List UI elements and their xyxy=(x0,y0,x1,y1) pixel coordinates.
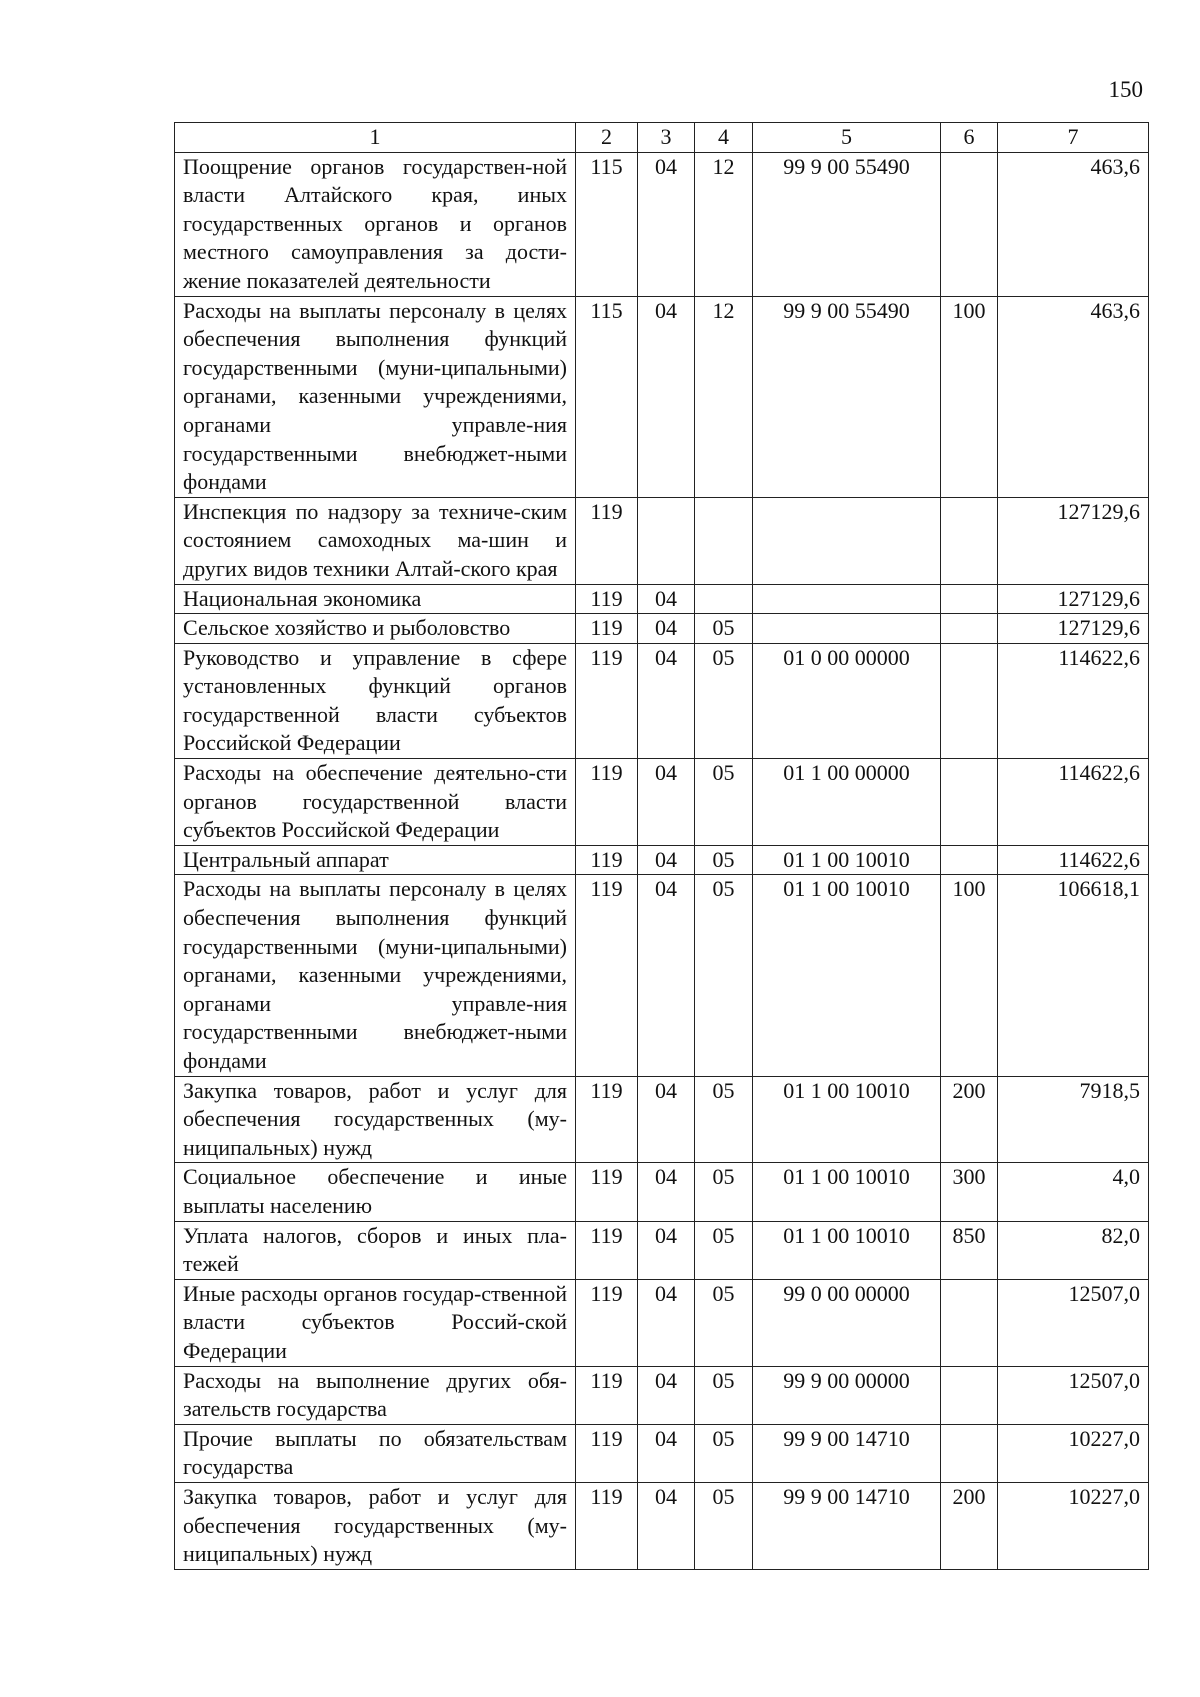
row-subsection-cell: 05 xyxy=(695,1482,753,1569)
row-target-cell: 99 9 00 14710 xyxy=(753,1424,941,1482)
row-target-cell xyxy=(753,614,941,644)
table-row xyxy=(175,497,1149,584)
row-type-cell: 100 xyxy=(941,875,998,1076)
row-amount-cell: 463,6 xyxy=(998,152,1149,296)
row-amount-cell: 127129,6 xyxy=(998,614,1149,644)
table-row xyxy=(175,845,1149,875)
row-target-cell: 99 9 00 14710 xyxy=(753,1482,941,1569)
column-header: 3 xyxy=(638,123,695,153)
row-section-cell: 04 xyxy=(638,1163,695,1221)
row-amount-cell: 106618,1 xyxy=(998,875,1149,1076)
row-subsection-cell: 05 xyxy=(695,875,753,1076)
row-ministry-cell: 119 xyxy=(576,643,638,758)
column-header: 4 xyxy=(695,123,753,153)
row-target-cell: 99 9 00 55490 xyxy=(753,296,941,497)
row-type-cell: 300 xyxy=(941,1163,998,1221)
row-type-cell xyxy=(941,1366,998,1424)
row-type-cell: 100 xyxy=(941,296,998,497)
row-type-cell xyxy=(941,643,998,758)
row-target-cell: 01 1 00 10010 xyxy=(753,875,941,1076)
row-type-cell: 200 xyxy=(941,1482,998,1569)
row-target-cell: 01 1 00 10010 xyxy=(753,845,941,875)
row-section-cell: 04 xyxy=(638,1279,695,1366)
row-name-cell: Социальное обеспечение и иные выплаты населению xyxy=(175,1163,576,1221)
row-name-cell: Расходы на выполнение других обя-зательств государства xyxy=(175,1366,576,1424)
row-target-cell: 01 0 00 00000 xyxy=(753,643,941,758)
row-type-cell xyxy=(941,845,998,875)
row-type-cell xyxy=(941,759,998,846)
row-amount-cell: 12507,0 xyxy=(998,1366,1149,1424)
row-amount-cell: 127129,6 xyxy=(998,497,1149,584)
row-section-cell: 04 xyxy=(638,759,695,846)
table-row xyxy=(175,1424,1149,1482)
row-amount-cell: 82,0 xyxy=(998,1221,1149,1279)
row-ministry-cell: 119 xyxy=(576,1482,638,1569)
row-section-cell: 04 xyxy=(638,1424,695,1482)
table-row xyxy=(175,759,1149,846)
row-section-cell: 04 xyxy=(638,1221,695,1279)
column-header: 5 xyxy=(753,123,941,153)
row-subsection-cell: 05 xyxy=(695,1424,753,1482)
row-ministry-cell: 119 xyxy=(576,759,638,846)
row-ministry-cell: 119 xyxy=(576,875,638,1076)
row-section-cell: 04 xyxy=(638,845,695,875)
row-target-cell: 01 1 00 00000 xyxy=(753,759,941,846)
row-target-cell: 01 1 00 10010 xyxy=(753,1221,941,1279)
row-section-cell: 04 xyxy=(638,875,695,1076)
row-type-cell xyxy=(941,584,998,614)
row-ministry-cell: 119 xyxy=(576,1163,638,1221)
row-target-cell: 99 9 00 55490 xyxy=(753,152,941,296)
row-name-cell: Центральный аппарат xyxy=(175,845,576,875)
row-name-cell: Расходы на выплаты персоналу в целях обеспечения выполнения функций государственными (муни-ципальными) органами, казенными учреждениями, органами управле-ния государственными внебюджет-ными фондами xyxy=(175,296,576,497)
table-row xyxy=(175,875,1149,1076)
row-target-cell: 99 0 00 00000 xyxy=(753,1279,941,1366)
row-target-cell: 01 1 00 10010 xyxy=(753,1076,941,1163)
row-amount-cell: 114622,6 xyxy=(998,643,1149,758)
row-ministry-cell: 119 xyxy=(576,1221,638,1279)
row-subsection-cell: 05 xyxy=(695,643,753,758)
row-subsection-cell: 05 xyxy=(695,1366,753,1424)
column-header: 2 xyxy=(576,123,638,153)
row-subsection-cell: 05 xyxy=(695,1076,753,1163)
row-type-cell xyxy=(941,1279,998,1366)
row-type-cell xyxy=(941,1424,998,1482)
row-type-cell: 850 xyxy=(941,1221,998,1279)
row-subsection-cell: 05 xyxy=(695,614,753,644)
row-subsection-cell xyxy=(695,497,753,584)
row-name-cell: Национальная экономика xyxy=(175,584,576,614)
table-row xyxy=(175,614,1149,644)
table-row xyxy=(175,584,1149,614)
row-name-cell: Руководство и управление в сфере установленных функций органов государственной власти субъектов Российской Федерации xyxy=(175,643,576,758)
row-section-cell: 04 xyxy=(638,296,695,497)
row-amount-cell: 10227,0 xyxy=(998,1424,1149,1482)
row-ministry-cell: 119 xyxy=(576,1279,638,1366)
row-subsection-cell: 12 xyxy=(695,152,753,296)
row-section-cell: 04 xyxy=(638,1482,695,1569)
row-section-cell: 04 xyxy=(638,584,695,614)
row-name-cell: Инспекция по надзору за техниче-ским состоянием самоходных ма-шин и других видов техники Алтай-ского края xyxy=(175,497,576,584)
row-subsection-cell: 12 xyxy=(695,296,753,497)
row-subsection-cell: 05 xyxy=(695,845,753,875)
row-section-cell: 04 xyxy=(638,152,695,296)
row-section-cell: 04 xyxy=(638,643,695,758)
table-header-row xyxy=(175,123,1149,153)
table-row xyxy=(175,296,1149,497)
row-ministry-cell: 119 xyxy=(576,845,638,875)
table-row xyxy=(175,1221,1149,1279)
row-type-cell xyxy=(941,152,998,296)
table-row xyxy=(175,152,1149,296)
row-ministry-cell: 115 xyxy=(576,152,638,296)
table-row xyxy=(175,1076,1149,1163)
row-name-cell: Закупка товаров, работ и услуг для обеспечения государственных (му-ниципальных) нужд xyxy=(175,1482,576,1569)
row-amount-cell: 7918,5 xyxy=(998,1076,1149,1163)
row-target-cell xyxy=(753,497,941,584)
page-number: 150 xyxy=(1108,77,1143,102)
row-amount-cell: 12507,0 xyxy=(998,1279,1149,1366)
column-header: 7 xyxy=(998,123,1149,153)
table-row xyxy=(175,643,1149,758)
row-subsection-cell xyxy=(695,584,753,614)
table-row xyxy=(175,1279,1149,1366)
column-header: 1 xyxy=(175,123,576,153)
row-amount-cell: 127129,6 xyxy=(998,584,1149,614)
row-ministry-cell: 119 xyxy=(576,1366,638,1424)
row-subsection-cell: 05 xyxy=(695,759,753,846)
row-subsection-cell: 05 xyxy=(695,1163,753,1221)
row-name-cell: Иные расходы органов государ-ственной власти субъектов Россий-ской Федерации xyxy=(175,1279,576,1366)
table-row xyxy=(175,1163,1149,1221)
row-name-cell: Поощрение органов государствен-ной власти Алтайского края, иных государственных органов и органов местного самоуправления за дости-жение показателей деятельности xyxy=(175,152,576,296)
row-ministry-cell: 119 xyxy=(576,614,638,644)
row-name-cell: Расходы на обеспечение деятельно-сти органов государственной власти субъектов Российской Федерации xyxy=(175,759,576,846)
row-name-cell: Расходы на выплаты персоналу в целях обеспечения выполнения функций государственными (муни-ципальными) органами, казенными учреждениями, органами управле-ния государственными внебюджет-ными фондами xyxy=(175,875,576,1076)
table-body xyxy=(175,152,1149,1569)
row-amount-cell: 463,6 xyxy=(998,296,1149,497)
row-section-cell: 04 xyxy=(638,1366,695,1424)
row-amount-cell: 114622,6 xyxy=(998,845,1149,875)
row-section-cell: 04 xyxy=(638,614,695,644)
budget-table xyxy=(174,122,1149,1570)
row-section-cell xyxy=(638,497,695,584)
row-name-cell: Уплата налогов, сборов и иных пла-тежей xyxy=(175,1221,576,1279)
row-type-cell xyxy=(941,614,998,644)
row-type-cell: 200 xyxy=(941,1076,998,1163)
table-row xyxy=(175,1482,1149,1569)
row-amount-cell: 4,0 xyxy=(998,1163,1149,1221)
row-amount-cell: 114622,6 xyxy=(998,759,1149,846)
row-section-cell: 04 xyxy=(638,1076,695,1163)
row-ministry-cell: 119 xyxy=(576,1076,638,1163)
row-target-cell: 01 1 00 10010 xyxy=(753,1163,941,1221)
column-header: 6 xyxy=(941,123,998,153)
row-ministry-cell: 115 xyxy=(576,296,638,497)
row-ministry-cell: 119 xyxy=(576,497,638,584)
row-name-cell: Сельское хозяйство и рыболовство xyxy=(175,614,576,644)
row-subsection-cell: 05 xyxy=(695,1279,753,1366)
row-ministry-cell: 119 xyxy=(576,1424,638,1482)
table-row xyxy=(175,1366,1149,1424)
row-target-cell: 99 9 00 00000 xyxy=(753,1366,941,1424)
row-name-cell: Прочие выплаты по обязательствам государства xyxy=(175,1424,576,1482)
row-name-cell: Закупка товаров, работ и услуг для обеспечения государственных (му-ниципальных) нужд xyxy=(175,1076,576,1163)
row-type-cell xyxy=(941,497,998,584)
row-ministry-cell: 119 xyxy=(576,584,638,614)
row-subsection-cell: 05 xyxy=(695,1221,753,1279)
row-target-cell xyxy=(753,584,941,614)
row-amount-cell: 10227,0 xyxy=(998,1482,1149,1569)
